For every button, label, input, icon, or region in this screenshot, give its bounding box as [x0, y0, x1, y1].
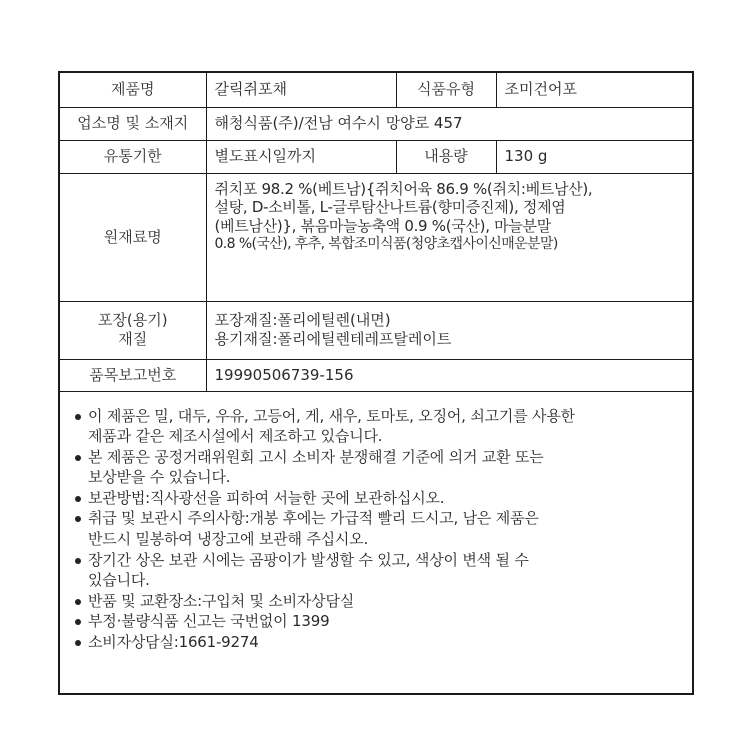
note-report-hotline	[74, 611, 684, 632]
report-number-value: 19990506739-156	[206, 359, 694, 391]
packaging-label-line: 포장(용기)	[97, 311, 168, 330]
note-line: 소비자상담실:1661-9274	[88, 633, 259, 652]
row-product-name	[60, 73, 694, 107]
product-name-label: 제품명	[60, 73, 206, 107]
ingredients-line: (베트남산)}, 볶음마늘농축액 0.9 %(국산), 마늘분말	[214, 217, 551, 235]
row-report-number	[60, 359, 694, 391]
note-line: 장기간 상온 보관 시에는 곰팡이가 발생할 수 있고, 색상이 변색 될 수	[88, 550, 529, 569]
bullet-dot-icon	[75, 599, 81, 605]
food-type-value: 조미건어포	[496, 73, 694, 107]
note-line: 반드시 밀봉하여 냉장고에 보관해 주십시오.	[88, 530, 369, 549]
report-number-label: 품목보고번호	[60, 359, 206, 391]
precautions-list	[60, 392, 692, 653]
ingredients-label: 원재료명	[60, 173, 206, 301]
note-return-place	[74, 591, 684, 612]
bullet-dot-icon	[75, 516, 81, 522]
note-mold-warning	[74, 550, 684, 591]
manufacturer-label: 업소명 및 소재지	[60, 107, 206, 140]
ingredients-line: 쥐치포 98.2 %(베트남){쥐치어육 86.9 %(쥐치:베트남산),	[214, 179, 593, 198]
product-info-table	[60, 73, 694, 392]
bullet-dot-icon	[75, 496, 81, 502]
note-handling-caution	[74, 508, 684, 549]
bullet-dot-icon	[75, 455, 81, 461]
note-line: 반품 및 교환장소:구입처 및 소비자상담실	[88, 591, 355, 610]
bullet-dot-icon	[75, 619, 81, 625]
ingredients-line: 0.8 %(국산), 후추, 복합조미식품(청양초캡사이신매운분말)	[214, 235, 558, 252]
bullet-dot-icon	[75, 558, 81, 564]
content-label: 내용량	[396, 140, 496, 173]
note-compensation	[74, 447, 684, 488]
packaging-label-line: 재질	[118, 330, 148, 348]
note-line: 부정·불량식품 신고는 국번없이 1399	[88, 612, 330, 631]
note-consumer-center	[74, 632, 684, 653]
packaging-value	[206, 301, 694, 359]
ingredients-line: 설탕, D-소비톨, L-글루탐산나트륨(향미증진제), 정제염	[214, 198, 566, 217]
content-value: 130 g	[496, 140, 694, 173]
note-allergen	[74, 406, 684, 447]
food-type-label: 식품유형	[396, 73, 496, 107]
note-line: 있습니다.	[88, 571, 150, 590]
packaging-label	[60, 301, 206, 359]
expiry-value: 별도표시일까지	[206, 140, 396, 173]
row-ingredients	[60, 173, 694, 301]
manufacturer-value: 해청식품(주)/전남 여수시 망양로 457	[206, 107, 694, 140]
note-line: 보상받을 수 있습니다.	[88, 468, 231, 487]
product-label	[58, 71, 694, 695]
note-line: 제품과 같은 제조시설에서 제조하고 있습니다.	[88, 427, 383, 446]
bullet-dot-icon	[75, 640, 81, 646]
note-line: 보관방법:직사광선을 피하여 서늘한 곳에 보관하십시오.	[88, 488, 445, 507]
expiry-label: 유통기한	[60, 140, 206, 173]
packaging-value-line: 포장재질:폴리에틸렌(내면)	[214, 311, 391, 330]
row-manufacturer	[60, 107, 694, 140]
row-packaging	[60, 301, 694, 359]
note-line: 취급 및 보관시 주의사항:개봉 후에는 가급적 빨리 드시고, 남은 제품은	[88, 509, 539, 528]
row-expiry	[60, 140, 694, 173]
product-name-value: 갈릭쥐포채	[206, 73, 396, 107]
note-line: 이 제품은 밀, 대두, 우유, 고등어, 게, 새우, 토마토, 오징어, 쇠고기를 사용한	[88, 406, 575, 425]
note-line: 본 제품은 공정거래위원회 고시 소비자 분쟁해결 기준에 의거 교환 또는	[88, 447, 544, 466]
bullet-dot-icon	[75, 414, 81, 420]
packaging-value-line: 용기재질:폴리에틸렌테레프탈레이트	[214, 330, 452, 348]
ingredients-value	[206, 173, 694, 301]
note-storage-method	[74, 488, 684, 509]
